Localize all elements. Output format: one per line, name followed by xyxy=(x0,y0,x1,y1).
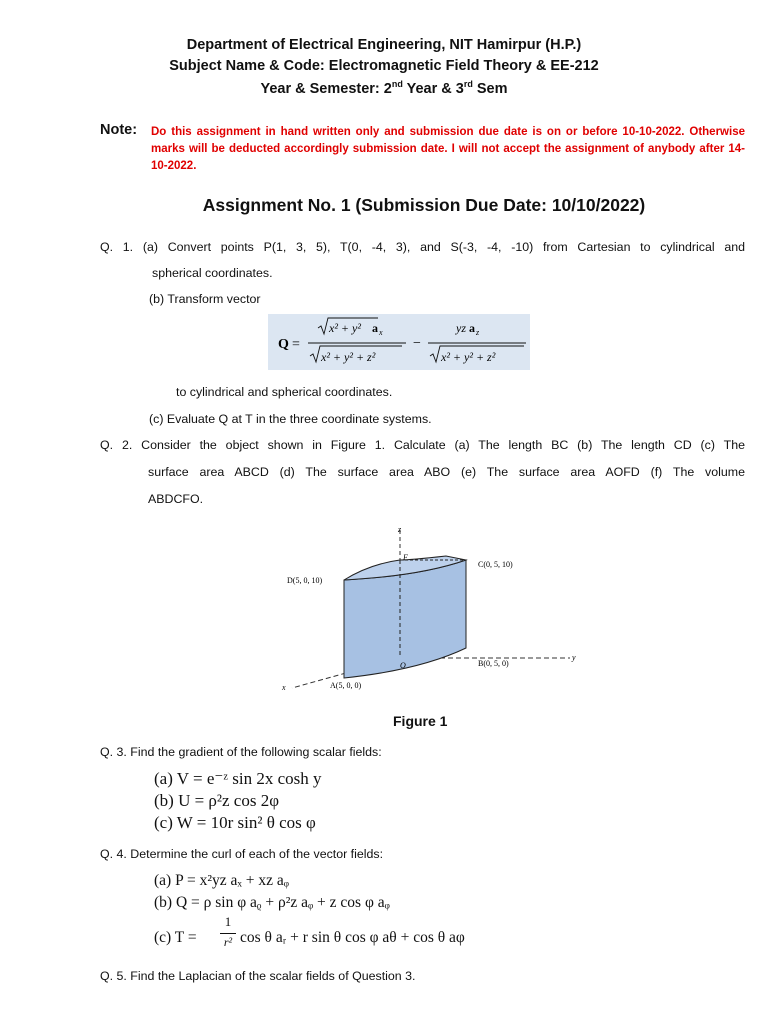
year-semester-heading: Year & Semester: 2nd Year & 3rd Sem xyxy=(260,79,508,97)
q2-line1: Q. 2. Consider the object shown in Figure 1. Calculate (a) The length BC (b) The length CD (c) The xyxy=(100,438,745,452)
note-text: Do this assignment in hand written only and submission due date is on or before 10-10-2022. Otherwise marks will be deducted accordingly submission date. I will not accept the assignment of anybody after 14-10-2022. xyxy=(151,126,745,172)
q5-title: Q. 5. Find the Laplacian of the scalar fields of Question 3. xyxy=(100,969,416,983)
q4-part-c: (c) T = 1 r² cos θ aᵣ + r sin θ cos φ aθ + cos θ aφ xyxy=(154,914,465,949)
figure-1-diagram xyxy=(270,520,590,695)
point-b-label: B(0, 5, 0) xyxy=(478,659,509,668)
q3-title: Q. 3. Find the gradient of the following scalar fields: xyxy=(100,745,382,759)
svg-text:Q: Q xyxy=(278,337,289,352)
svg-text:x² + y²: x² + y² xyxy=(329,321,361,335)
q2-line3: ABDCFO. xyxy=(148,492,204,506)
q1-part-a-line2: spherical coordinates. xyxy=(152,266,273,280)
figure-1-caption: Figure 1 xyxy=(393,713,448,729)
q4-title: Q. 4. Determine the curl of each of the vector fields: xyxy=(100,847,384,861)
y-axis-label: y xyxy=(572,653,576,662)
subject-heading: Subject Name & Code: Electromagnetic Field Theory & EE-212 xyxy=(169,58,599,74)
department-heading: Department of Electrical Engineering, NIT Hamirpur (H.P.) xyxy=(186,37,582,53)
note-label: Note: xyxy=(100,122,138,138)
point-a-label: A(5, 0, 0) xyxy=(330,681,362,690)
svg-text:x: x xyxy=(379,328,383,337)
point-c-label: C(0, 5, 10) xyxy=(478,560,513,569)
vector-q-formula xyxy=(268,314,530,370)
q4-part-a: (a) P = x²yz aₓ + xz aᵩ xyxy=(154,872,289,889)
svg-text:−: − xyxy=(413,336,421,351)
q3-part-a: (a) V = e⁻ᶻ sin 2x cosh y xyxy=(154,769,322,788)
q4-part-b: (b) Q = ρ sin φ aᵨ + ρ²z aᵩ + z cos φ aᵩ xyxy=(154,894,390,911)
svg-text:a: a xyxy=(469,321,475,335)
assignment-title: Assignment No. 1 (Submission Due Date: 10/10/2022) xyxy=(202,195,646,215)
x-axis-label: x xyxy=(282,683,286,692)
q1-part-b-continued: to cylindrical and spherical coordinates. xyxy=(176,385,393,399)
svg-text:yz: yz xyxy=(456,321,466,335)
q1-part-b: (b) Transform vector xyxy=(149,292,261,306)
svg-text:=: = xyxy=(292,337,300,352)
point-f-label: F xyxy=(403,553,408,562)
q2-line2: surface area ABCD (d) The surface area ABO (e) The surface area AOFD (f) The volume xyxy=(148,465,745,479)
z-axis-label: z xyxy=(398,525,402,534)
svg-text:a: a xyxy=(372,321,378,335)
point-d-label: D(5, 0, 10) xyxy=(287,576,323,585)
q1-part-a-line1: Q. 1. (a) Convert points P(1, 3, 5), T(0, -4, 3), and S(-3, -4, -10) from Cartesian to cylindrical and xyxy=(100,240,745,254)
svg-text:z: z xyxy=(476,328,480,337)
q1-part-c: (c) Evaluate Q at T in the three coordinate systems. xyxy=(149,412,432,426)
svg-text:x² + y² + z²: x² + y² + z² xyxy=(441,350,496,364)
point-o-label: O xyxy=(400,661,406,670)
q3-part-b: (b) U = ρ²z cos 2φ xyxy=(154,791,280,810)
q3-part-c: (c) W = 10r sin² θ cos φ xyxy=(154,813,316,832)
svg-text:x² + y² + z²: x² + y² + z² xyxy=(321,350,376,364)
